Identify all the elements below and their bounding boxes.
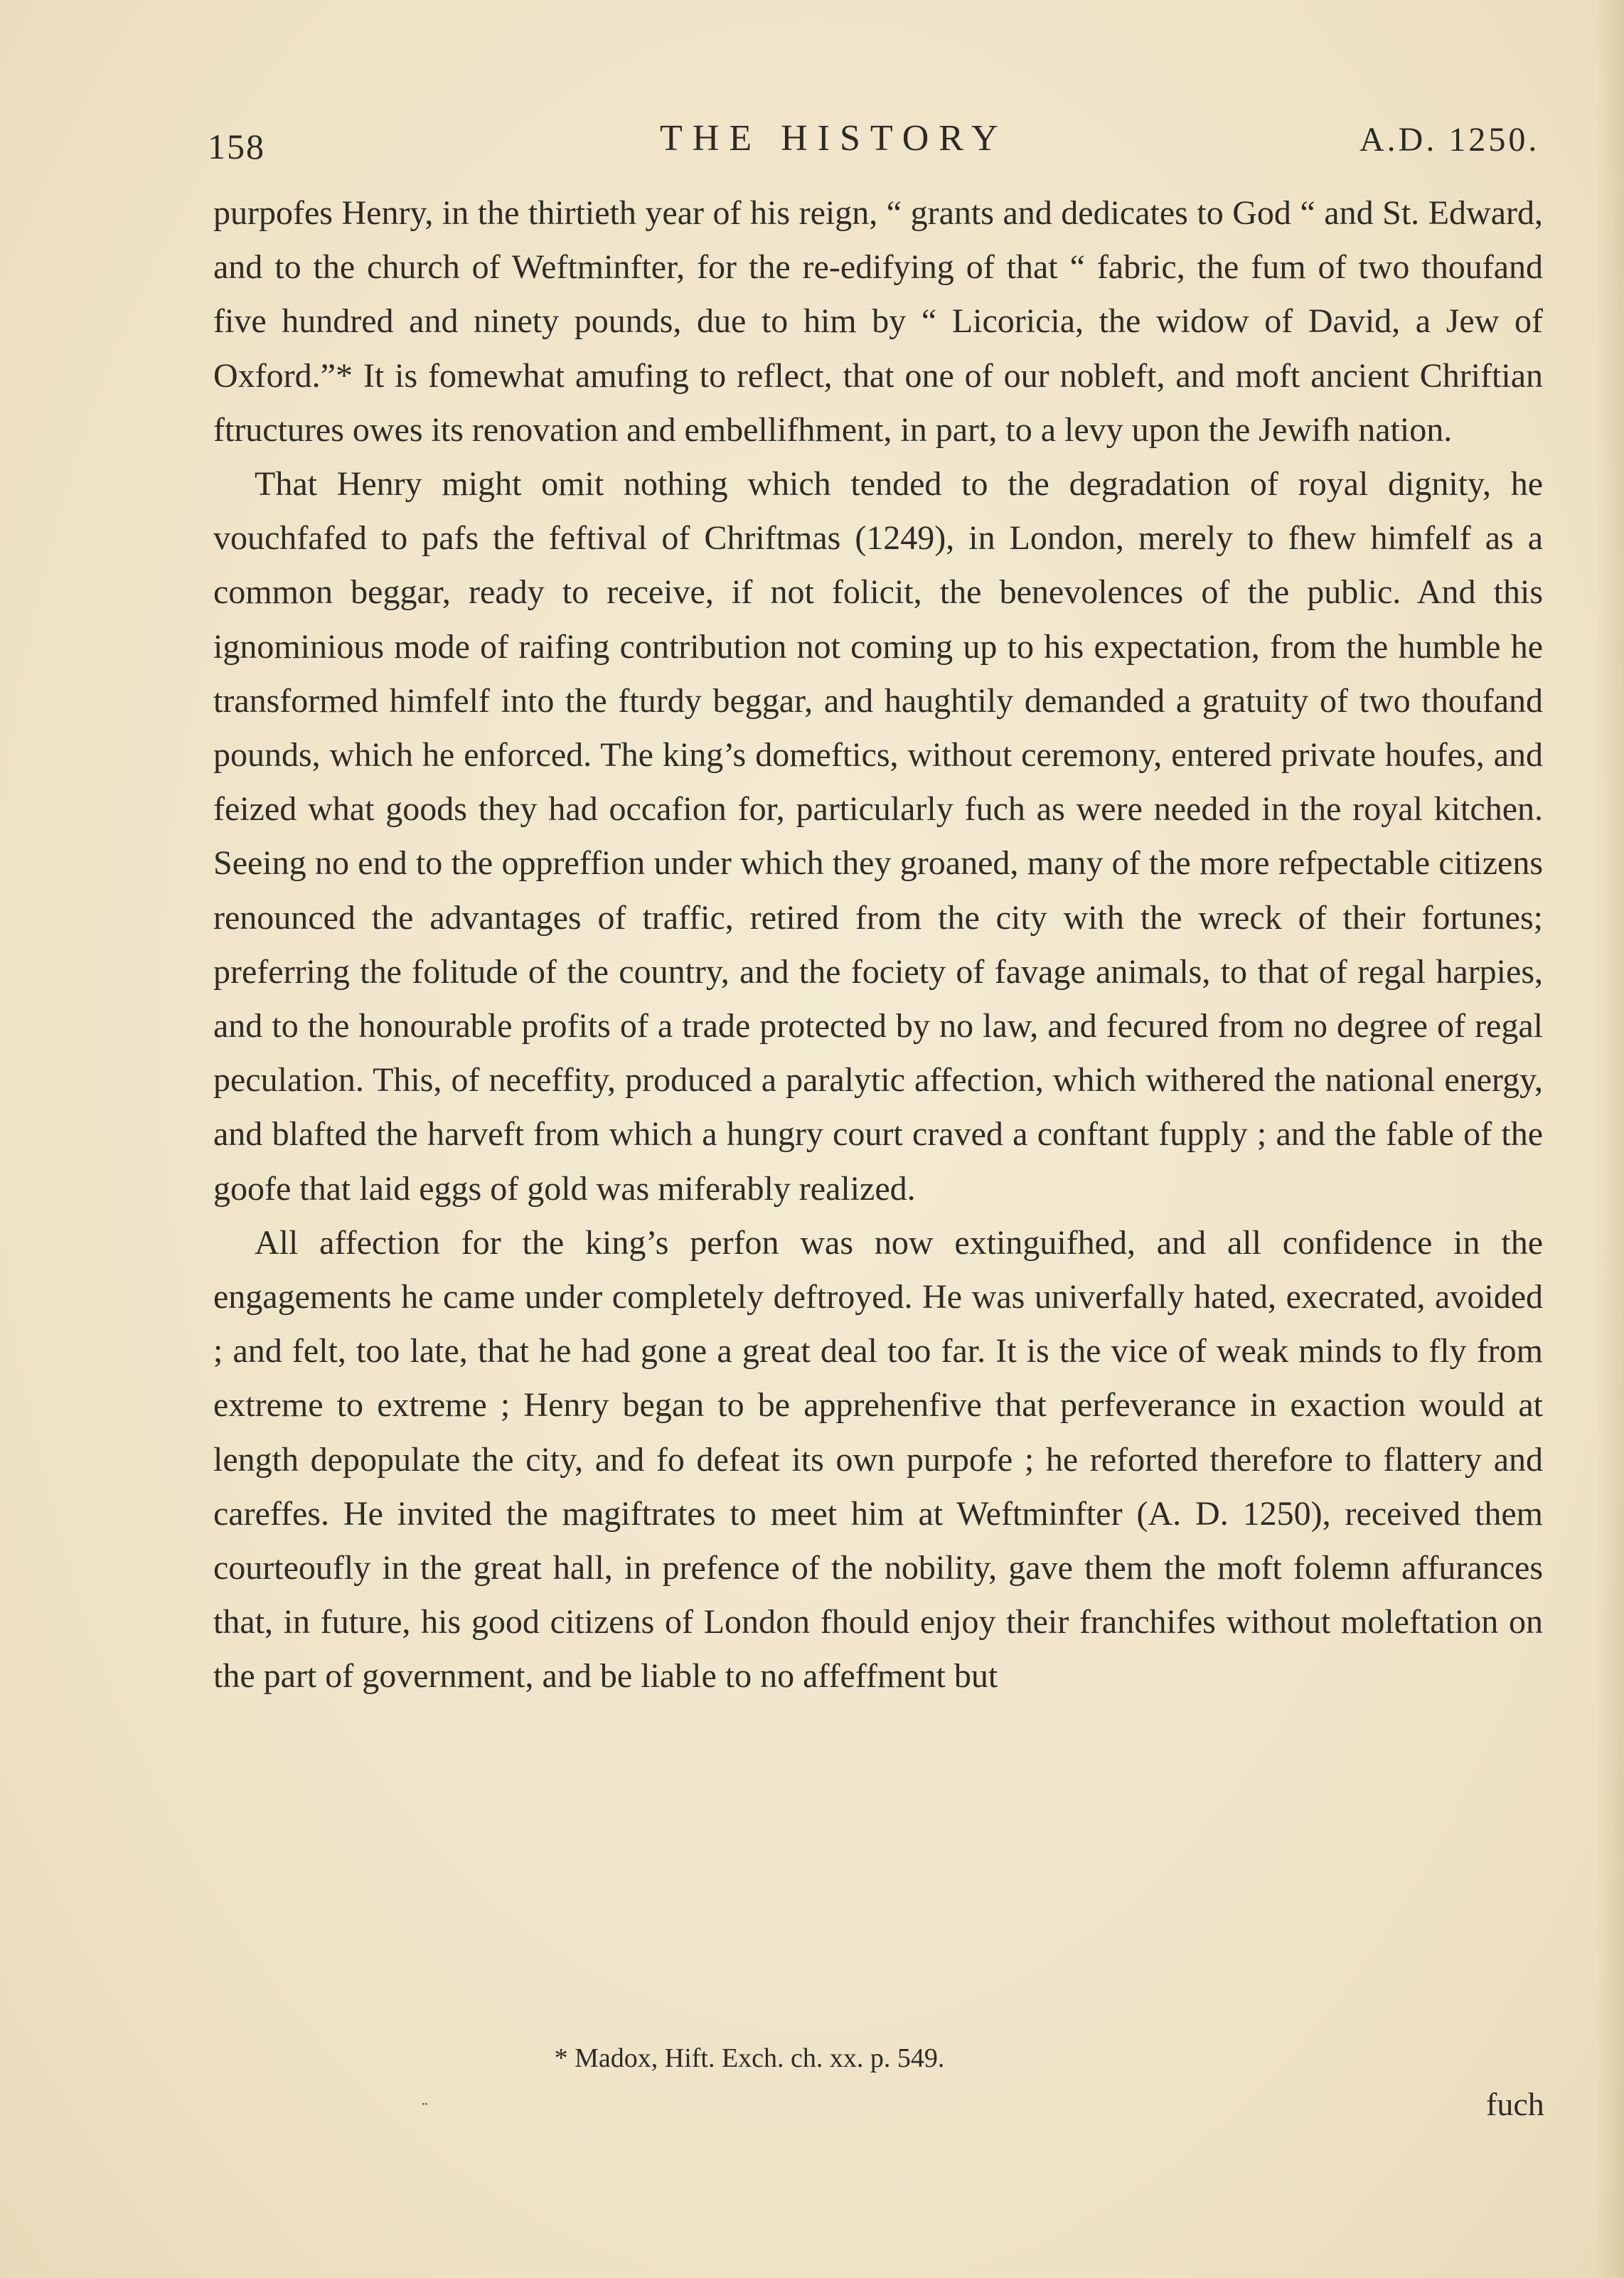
header-date: A.D. 1250.: [1359, 121, 1540, 159]
footnote-text: * Madox, Hift. Exch. ch. xx. p. 549.: [554, 2043, 945, 2073]
signature-mark: ¨: [421, 2102, 429, 2119]
page-edge-shadow: [1596, 0, 1624, 2278]
footnote: [0, 2043, 1624, 2074]
page-header: [0, 117, 1624, 167]
paragraph: All affection for the king’s perfon was now extinguifhed, and all confidence in the engagements he came under completely deftroyed. He was univerfally hated, execrated, avoided ; and felt, too late, that he had gone a great deal too far. It is the vice of weak minds to fly from extreme to extreme ; Henry began to be apprehenfive that perfeverance in exaction would at length depopulate the city, and fo defeat its own purpofe ; he reforted therefore to flattery and careffes. He invited the magiftrates to meet him at Weftminfter (A. D. 1250), received them courteoufly in the great hall, in prefence of the nobility, gave them the moft folemn affurances that, in future, his good citizens of London fhould enjoy their franchifes without moleftation on the part of government, and be liable to no affeffment but: [213, 1223, 1543, 1696]
body-text: [213, 186, 1543, 1704]
paragraph: That Henry might omit nothing which tended to the degradation of royal dignity, he vouchfafed to pafs the feftival of Chriftmas (1249), in London, merely to fhew himfelf as a common beggar, ready to receive, if not folicit, the benevolences of the public. And this ignominious mode of raifing contribution not coming up to his expectation, from the humble he transformed himfelf into the fturdy beggar, and haughtily demanded a gratuity of two thoufand pounds, which he enforced. The king’s domeftics, without ceremony, entered private houfes, and feized what goods they had occafion for, particularly fuch as were needed in the royal kitchen. Seeing no end to the oppreffion under which they groaned, many of the more refpectable citizens renounced the advantages of traffic, retired from the city with the wreck of their fortunes; preferring the folitude of the country, and the fociety of favage animals, to that of regal harpies, and to the honourable profits of a trade protected by no law, and fecured from no degree of regal peculation. This, of neceffity, produced a paralytic affection, which withered the national energy, and blafted the harveft from which a hungry court craved a conftant fupply ; and the fable of the goofe that laid eggs of gold was miferably realized.: [213, 465, 1543, 1208]
running-head: THE HISTORY: [660, 118, 1008, 159]
catchword: fuch: [1486, 2086, 1544, 2122]
page-number: 158: [208, 127, 265, 166]
paragraph-continued: purpofes Henry, in the thirtieth year of his reign, “ grants and dedicates to God “ and St. Edward, and to the church of Weftminfter, for the re-edifying of that “ fabric, the fum of two thoufand five hundred and ninety pounds, due to him by “ Licoricia, the widow of David, a Jew of Oxford.”* It is fomewhat amufing to reflect, that one of our nobleft, and moft ancient Chriftian ftructures owes its renovation and embellifhment, in part, to a levy upon the Jewifh nation.: [213, 194, 1543, 449]
